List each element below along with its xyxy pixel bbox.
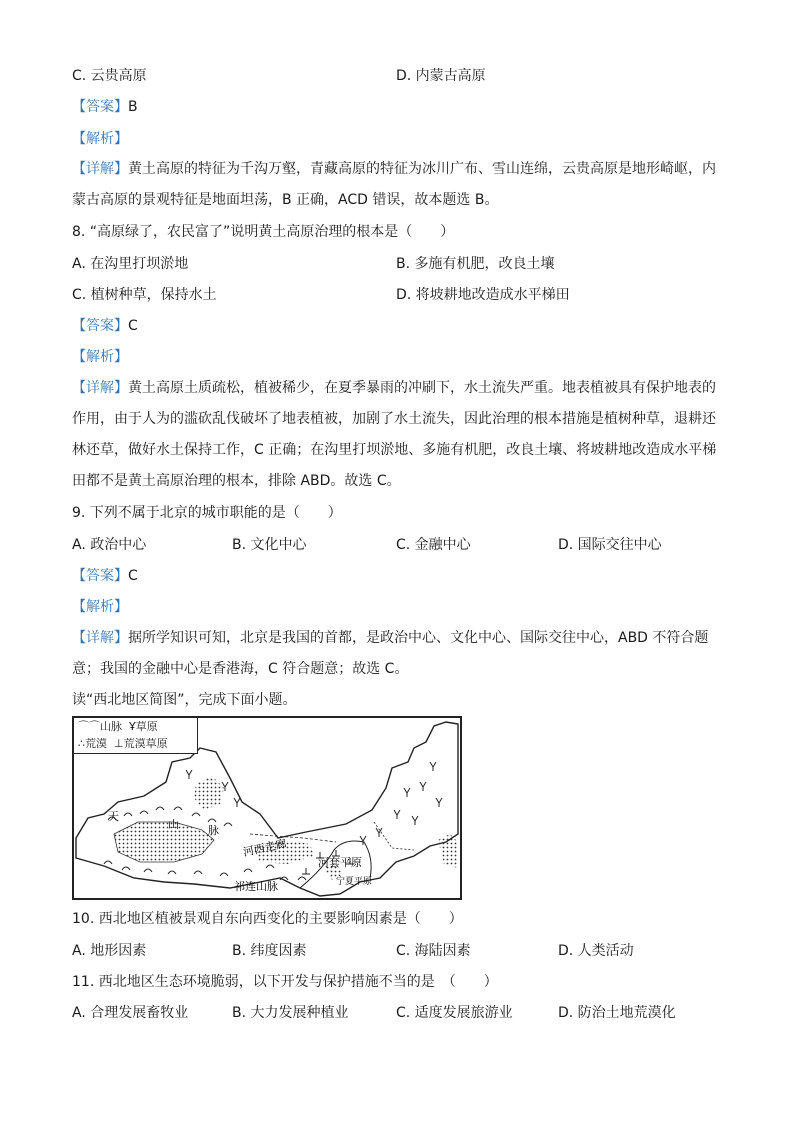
desert-tarim	[114, 822, 214, 862]
map-label-hetao: 河套平原	[318, 856, 362, 869]
q10-option-b: B. 纬度因素	[232, 943, 307, 959]
q9-option-c: C. 金融中心	[396, 537, 471, 553]
answer-value: C	[128, 568, 138, 584]
detail-line: 黄土高原的特征为千沟万壑，青藏高原的特征为冰川广布、雪山连绵，云贵高原是地形崎岖，内	[128, 161, 716, 177]
detail-line: 林还草，做好水土保持工作，C 正确；在沟里打坝淤地、多施有机肥，改良土壤、将坡耕地改造成水平梯	[72, 442, 717, 458]
q7-option-c: C. 云贵高原	[72, 68, 147, 84]
legend-desert-grass: 荒漠草原	[123, 737, 168, 750]
q10-option-a: A. 地形因素	[72, 943, 147, 959]
legend-grass: 草原	[135, 720, 158, 733]
q7-analysis-tag	[72, 129, 128, 149]
q9-option-a: A. 政治中心	[72, 537, 147, 553]
q8-analysis-tag	[72, 347, 128, 367]
map-label-mai: 脉	[208, 824, 219, 837]
q9-option-d: D. 国际交往中心	[558, 537, 662, 553]
q10-stem: 10. 西北地区植被景观自东向西变化的主要影响因素是（ ）	[72, 911, 463, 927]
q8-option-d: D. 将坡耕地改造成水平梯田	[396, 287, 570, 303]
map-label-shan: 山	[168, 818, 179, 831]
grass-symbols	[186, 762, 442, 845]
q11-option-b: B. 大力发展种植业	[232, 1005, 349, 1021]
answer-tag: 【答案】	[72, 99, 128, 115]
q8-detail	[72, 373, 722, 497]
northwest-map	[72, 716, 462, 900]
detail-line: 田都不是黄土高原治理的根本，排除 ABD。故选 C。	[72, 473, 401, 489]
desert-grass-legend-icon: ⊥	[114, 737, 124, 750]
province-border	[374, 822, 414, 850]
map-label-qilian: 祁连山脉	[234, 880, 278, 893]
analysis-tag: 【解析】	[72, 599, 128, 615]
q8-option-b: B. 多施有机肥，改良土壤	[396, 256, 555, 272]
analysis-tag: 【解析】	[72, 131, 128, 147]
q8-stem: 8. “高原绿了，农民富了”说明黄土高原治理的根本是（ ）	[72, 224, 455, 240]
legend-desert: 荒漠	[85, 737, 107, 750]
q8-answer	[72, 316, 138, 336]
answer-value: B	[128, 99, 138, 115]
detail-tag: 【详解】	[72, 380, 128, 396]
q7-answer	[72, 97, 138, 117]
detail-line: 黄土高原土质疏松，植被稀少，在夏季暴雨的冲刷下，水土流失严重。地表植被具有保护地表的	[128, 380, 716, 396]
beijing-area	[438, 834, 458, 868]
q9-analysis-tag	[72, 597, 128, 617]
q9-answer	[72, 566, 138, 586]
answer-tag: 【答案】	[72, 568, 128, 584]
map-intro: 读“西北地区简图”，完成下面小题。	[72, 692, 297, 708]
detail-line: 据所学知识可知，北京是我国的首都，是政治中心、文化中心、国际交往中心，ABD 不符合题	[128, 630, 709, 646]
q8-option-c: C. 植树种草，保持水土	[72, 287, 217, 303]
q10-option-c: C. 海陆因素	[396, 943, 471, 959]
q11-option-a: A. 合理发展畜牧业	[72, 1005, 189, 1021]
q10-option-d: D. 人类活动	[558, 943, 634, 959]
detail-line: 作用，由于人为的滥砍乱伐破坏了地表植被，加剧了水土流失，因此治理的根本措施是植树种草，退耕还	[72, 411, 716, 427]
desert-legend-icon: ∴	[78, 737, 85, 750]
analysis-tag: 【解析】	[72, 349, 128, 365]
map-legend	[74, 718, 198, 754]
q11-stem: 11. 西北地区生态环境脆弱，以下开发与保护措施不当的是 （ ）	[72, 974, 498, 990]
map-label-hexi: 河西走廊	[241, 837, 288, 859]
q11-option-c: C. 适度发展旅游业	[396, 1005, 513, 1021]
detail-tag: 【详解】	[72, 630, 128, 646]
q9-detail	[72, 623, 722, 685]
map-label-ningxia: 宁夏平原	[336, 877, 373, 887]
mountain-legend-icon: ⌒⌒	[78, 720, 100, 733]
q7-detail	[72, 154, 722, 216]
q9-stem: 9. 下列不属于北京的城市职能的是（ ）	[72, 505, 342, 521]
answer-tag: 【答案】	[72, 318, 128, 334]
detail-tag: 【详解】	[72, 161, 128, 177]
q11-option-d: D. 防治土地荒漠化	[558, 1005, 676, 1021]
detail-line: 蒙古高原的景观特征是地面坦荡，B 正确，ACD 错误，故本题选 B。	[72, 192, 499, 208]
q9-option-b: B. 文化中心	[232, 537, 307, 553]
detail-line: 意；我国的金融中心是香港海，C 符合题意；故选 C。	[72, 661, 409, 677]
q8-option-a: A. 在沟里打坝淤地	[72, 256, 189, 272]
grass-legend-icon: Ұ	[129, 720, 136, 733]
q7-option-d: D. 内蒙古高原	[396, 68, 486, 84]
map-label-tian: 天	[108, 810, 119, 823]
legend-mountain: 山脉	[100, 720, 122, 733]
desert-junggar	[194, 776, 224, 810]
answer-value: C	[128, 318, 138, 334]
